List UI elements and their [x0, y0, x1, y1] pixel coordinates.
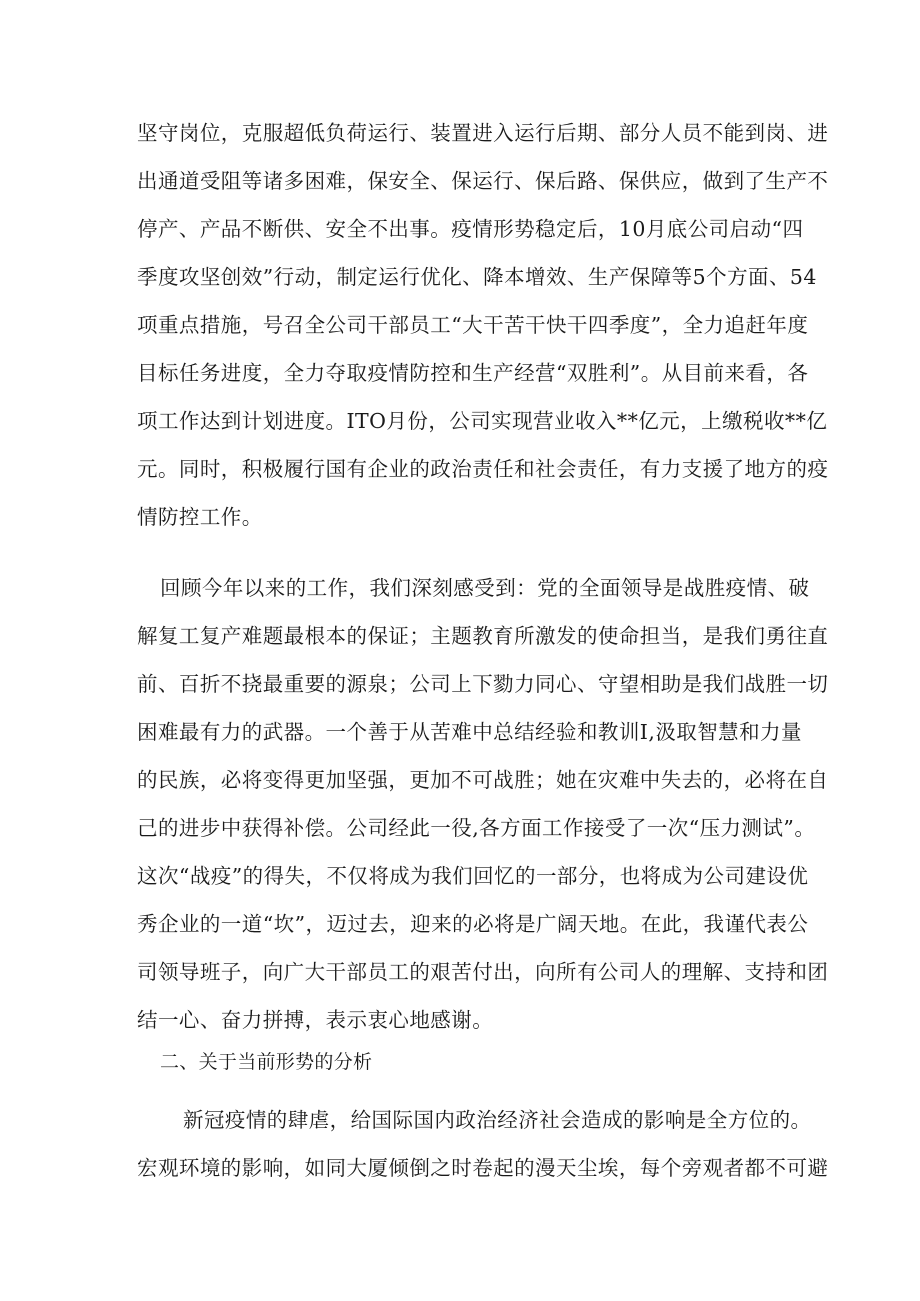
text-line: 解复工复产难题最根本的保证；主题教育所激发的使命担当，是我们勇往直	[137, 624, 829, 648]
text-line: 这次“战疫”的得失，不仅将成为我们回忆的一部分，也将成为公司建设优	[137, 864, 809, 888]
text-line: 己的进步中获得补偿。公司经此一役,各方面工作接受了一次“压力测试”。	[137, 816, 816, 840]
text-line: 新冠疫情的肆虐，给国际国内政治经济社会造成的影响是全方位的。	[183, 1108, 812, 1132]
text-line: 目标任务进度，全力夺取疫情防控和生产经营“双胜利”。从目前来看，各	[137, 361, 809, 385]
text-line: 情防控工作。	[137, 505, 263, 529]
text-line: 秀企业的一道“坎”，迈过去，迎来的必将是广阔天地。在此，我谨代表公	[137, 912, 809, 936]
text-line: 困难最有力的武器。一个善于从苦难中总结经验和教训I,汲取智慧和力量	[137, 720, 802, 744]
text-line: 司领导班子，向广大干部员工的艰苦付出，向所有公司人的理解、支持和团	[137, 960, 829, 984]
text-line: 结一心、奋力拼搏，表示衷心地感谢。	[137, 1008, 494, 1032]
text-line: 回顾今年以来的工作，我们深刻感受到：党的全面领导是战胜疫情、破	[160, 576, 810, 600]
text-line: 元。同时，积极履行国有企业的政治责任和社会责任，有力支援了地方的疫	[137, 457, 829, 481]
text-line: 出通道受阻等诸多困难，保安全、保运行、保后路、保供应，做到了生产不	[137, 169, 829, 193]
section-heading: 二、关于当前形势的分析	[160, 1051, 373, 1073]
text-line: 坚守岗位，克服超低负荷运行、装置进入运行后期、部分人员不能到岗、进	[137, 121, 829, 145]
text-line: 停产、产品不断供、安全不出事。疫情形势稳定后，10月底公司启动“四	[137, 217, 804, 241]
text-line: 季度攻坚创效”行动，制定运行优化、降本增效、生产保障等5个方面、54	[137, 265, 817, 289]
text-line: 项工作达到计划进度。ITO月份，公司实现营业收入**亿元，上缴税收**亿	[137, 409, 828, 433]
text-line: 前、百折不挠最重要的源泉；公司上下勠力同心、守望相助是我们战胜一切	[137, 672, 829, 696]
text-line: 项重点措施，号召全公司干部员工“大干苦干快干四季度”，全力追赶年度	[137, 313, 809, 337]
text-line: 宏观环境的影响，如同大厦倾倒之时卷起的漫天尘埃，每个旁观者都不可避	[137, 1156, 829, 1180]
text-line: 的民族，必将变得更加坚强，更加不可战胜；她在灾难中失去的，必将在自	[137, 768, 829, 792]
